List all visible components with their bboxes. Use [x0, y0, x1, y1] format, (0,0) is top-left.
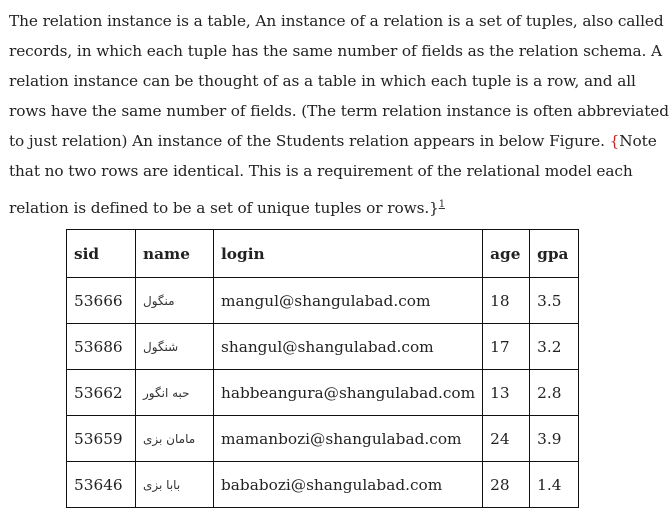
note-open-brace: {: [609, 132, 620, 150]
header-gpa: gpa: [530, 230, 579, 278]
body-paragraph: [9, 6, 669, 223]
cell-login: shangul@shangulabad.com: [214, 324, 483, 370]
note-last-line: defined to be a set of unique tuples or rows.}: [90, 199, 439, 217]
header-sid: sid: [67, 230, 136, 278]
table-row: [67, 324, 579, 370]
table-row: [67, 416, 579, 462]
cell-sid: 53659: [67, 416, 136, 462]
cell-age: 28: [483, 462, 530, 508]
cell-gpa: 3.5: [530, 278, 579, 324]
footnote-link[interactable]: 1: [438, 199, 445, 210]
paragraph-text: The relation instance is a table, An instance of a relation is a set of tuples, also called records, in which each tuple has the same number of fields as the relation schema. A relation instance can be thought of as a table in which each tuple is a row, and all rows have the same number of fields. (The term relation instance is often abbreviated to just relation) An instance of the Students relation appears in below Figure.: [9, 12, 669, 150]
cell-name: [136, 324, 214, 370]
cell-gpa: 3.9: [530, 416, 579, 462]
cell-name: [136, 462, 214, 508]
cell-sid: 53646: [67, 462, 136, 508]
cell-age: 13: [483, 370, 530, 416]
students-table: [66, 229, 579, 508]
cell-name-text: شنگول: [143, 339, 179, 354]
cell-login: bababozi@shangulabad.com: [214, 462, 483, 508]
cell-sid: 53686: [67, 324, 136, 370]
cell-name-text: حبه انگور: [143, 385, 190, 400]
cell-gpa: 3.2: [530, 324, 579, 370]
cell-name: [136, 416, 214, 462]
cell-gpa: 2.8: [530, 370, 579, 416]
table-row: [67, 278, 579, 324]
note-text: Note that no two rows are identical. This is a requirement of the relational model each relation is: [9, 132, 657, 217]
cell-name: [136, 370, 214, 416]
cell-name-text: بابا بزی: [143, 477, 181, 492]
cell-sid: 53666: [67, 278, 136, 324]
table-header-row: [67, 230, 579, 278]
cell-name: [136, 278, 214, 324]
cell-name-text: منگول: [143, 293, 175, 308]
cell-login: habbeangura@shangulabad.com: [214, 370, 483, 416]
table-row: [67, 462, 579, 508]
cell-sid: 53662: [67, 370, 136, 416]
cell-age: 18: [483, 278, 530, 324]
table-row: [67, 370, 579, 416]
cell-login: mamanbozi@shangulabad.com: [214, 416, 483, 462]
cell-age: 24: [483, 416, 530, 462]
header-age: age: [483, 230, 530, 278]
cell-gpa: 1.4: [530, 462, 579, 508]
cell-name-text: مامان بزی: [143, 431, 196, 446]
cell-age: 17: [483, 324, 530, 370]
header-name: name: [136, 230, 214, 278]
header-login: login: [214, 230, 483, 278]
cell-login: mangul@shangulabad.com: [214, 278, 483, 324]
